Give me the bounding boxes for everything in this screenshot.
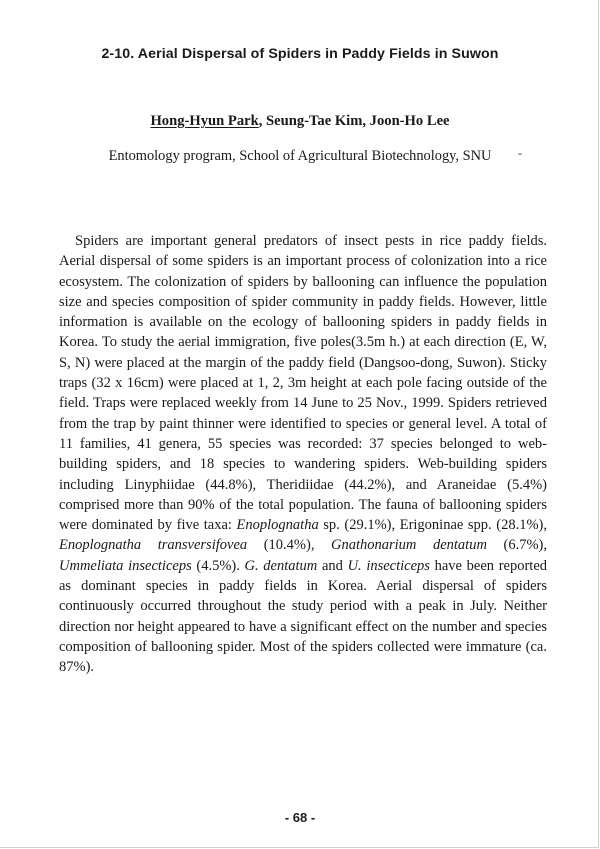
abstract-text: and [317, 557, 348, 574]
species-name: U. insecticeps [347, 557, 430, 574]
affiliation: Entomology program, School of Agricultural Biotechnology, SNU [108, 148, 492, 164]
abstract-paragraph [59, 231, 547, 678]
species-name: G. dentatum [244, 557, 318, 574]
abstract-text: Spiders are important general predators of insect pests in rice paddy fields. Aerial dispersal of some spiders is an important process of colonization into a rice ecosystem. The colonization of spiders by ballooning can influence the population size and species composition of spider community in paddy fields. However, little information is available on the ecology of ballooning spiders in paddy fields in Korea. To study the aerial immigration, five poles(3.5m h.) at each direction (E, W, S, N) were placed at the margin of the paddy field (Dangsoo-dong, Suwon). Sticky traps (32 x 16cm) were placed at 1, 2, 3m height at each pole facing outside of the field. Traps were replaced weekly from 14 June to 25 Nov., 1999. Spiders retrieved from the trap by paint thinner were identified to species or general level. A total of 11 families, 41 genera, 55 species was recorded: 37 species belonged to web-building spiders, and 18 species to wandering spiders. Web-building spiders including Linyphiidae (44.8%), Theridiidae (44.2%), and Araneidae (5.4%) comprised more than 90% of the total population. The fauna of ballooning spiders were dominated by five taxa: [59, 233, 547, 534]
page-number: - 68 - [284, 810, 316, 825]
abstract-text: (4.5%). [191, 557, 245, 574]
presenting-author: Hong-Hyun Park [150, 113, 259, 129]
species-name: Gnathonarium dentatum [331, 537, 487, 554]
species-name: Ummeliata insecticeps [59, 557, 192, 574]
abstract-text: have been reported as dominant species in paddy fields in Korea. Aerial dispersal of spiders continuously occurred throughout the study period with a peak in July. Neither direction nor height appeared to have a significant effect on the number and species composition of ballooning spider. Most of the spiders collected were immature (ca. 87%). [59, 557, 548, 676]
paper-title: 2-10. Aerial Dispersal of Spiders in Paddy Fields in Suwon [101, 46, 499, 62]
abstract-text: sp. (29.1%), Erigoninae spp. (28.1%), [318, 517, 547, 534]
species-name: Enoplognatha [236, 517, 319, 534]
author-line [0, 113, 600, 130]
affiliation-mark: - [518, 146, 522, 160]
abstract-text: (10.4%), [247, 537, 332, 554]
abstract-text: (6.7%), [486, 537, 547, 554]
co-authors: , Seung-Tae Kim, Joon-Ho Lee [258, 113, 450, 129]
species-name: Enoplognatha transversifovea [59, 537, 248, 554]
